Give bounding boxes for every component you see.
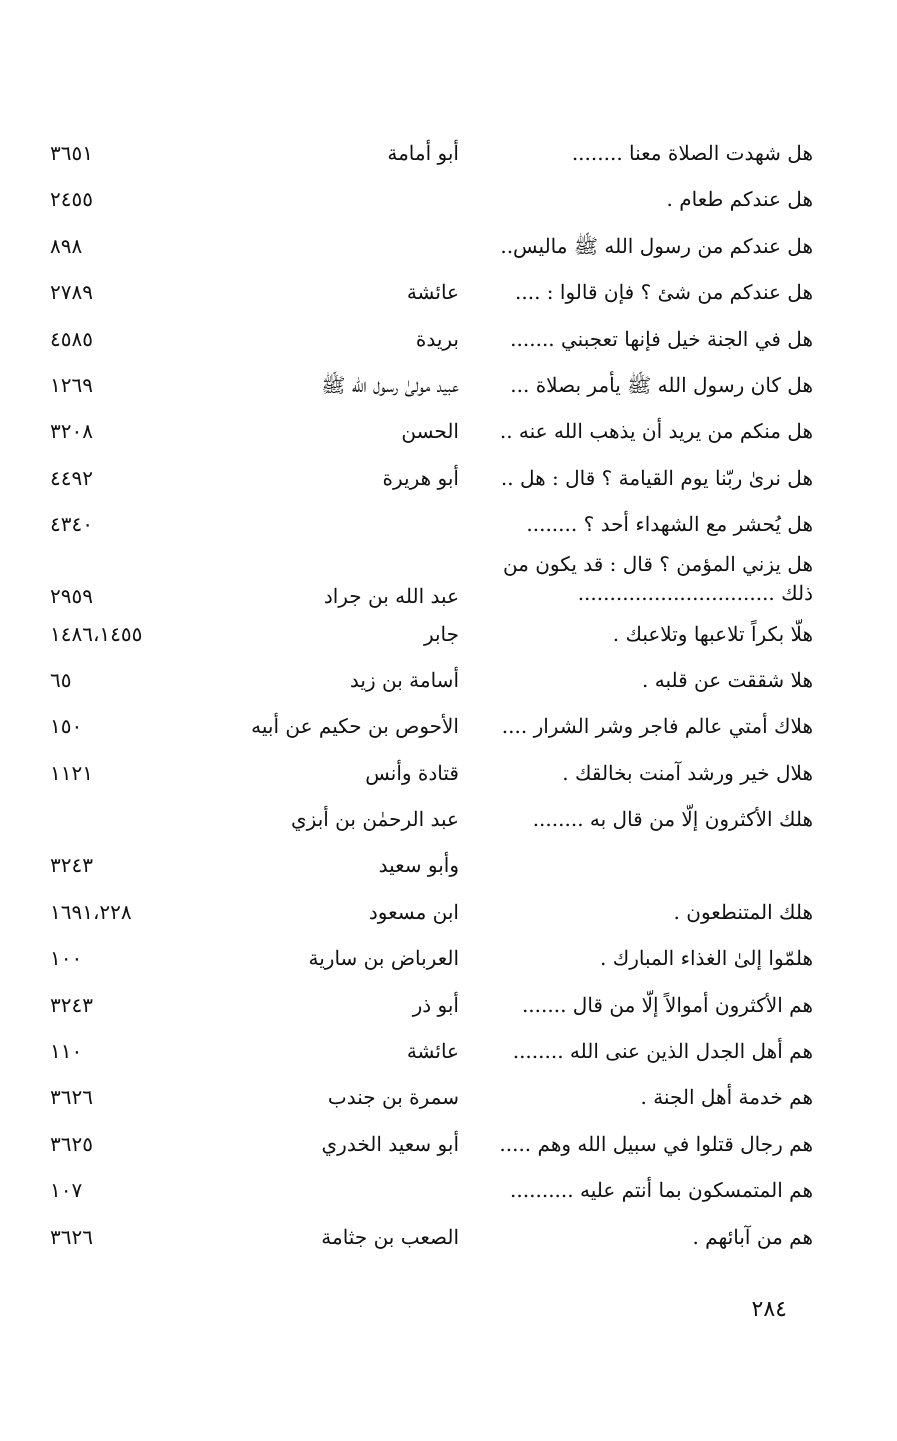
hadith-text: هلك الأكثرون إلّا من قال به ........ [532, 807, 813, 832]
index-entry-row [0, 844, 897, 890]
index-entry-row [0, 1076, 897, 1122]
hadith-text: هل عندكم من رسول الله ﷺ ماليس.. [500, 233, 813, 258]
hadith-number [50, 806, 190, 832]
page-number: ٢٨٤ [751, 1297, 787, 1322]
hadith-number-value: ٣٦٥١ [50, 141, 93, 165]
hadith-number [50, 621, 190, 647]
narrator-name: أبو أمامة [387, 141, 459, 165]
hadith-number-value: ١٠٧ [50, 1178, 83, 1203]
hadith-number [50, 511, 190, 537]
narrator-name: سمرة بن جندب [327, 1085, 459, 1110]
index-entry-row [0, 752, 897, 798]
hadith-text: هل كان رسول الله ﷺ يأمر بصلاة ... [510, 372, 813, 397]
hadith-number [50, 852, 190, 878]
hadith-text: هل منكم من يريد أن يذهب الله عنه .. [499, 419, 813, 444]
index-entry-row [0, 705, 897, 751]
hadith-number-value: ١٥٠ [50, 714, 83, 739]
hadith-text: هم المتمسكون بما أنتم عليه .......... [510, 1178, 813, 1203]
hadith-number-value: ٣٦٢٦ [50, 1224, 93, 1249]
hadith-number [50, 945, 190, 971]
narrator-name: عبد الرحمٰن بن أبزي [291, 807, 459, 832]
narrator-name: ابن مسعود [368, 899, 459, 924]
hadith-number [50, 667, 190, 693]
hadith-number-value: ٨٩٨ [50, 233, 83, 258]
hadith-number [50, 583, 190, 609]
index-entry-row [0, 503, 897, 549]
hadith-text: هلاك أمتي عالم فاجر وشر الشرار .... [501, 714, 813, 739]
hadith-number-value: ٣٦٢٥ [50, 1131, 93, 1156]
hadith-number [50, 186, 190, 212]
hadith-text: هم رجال قتلوا في سبيل الله وهم ..... [499, 1131, 813, 1156]
hadith-text: هلك المتنطعون . [673, 899, 813, 924]
hadith-number [50, 899, 190, 925]
hadith-text: هل عندكم من شئ ؟ فإن قالوا : .... [515, 280, 813, 305]
narrator-name: بريدة [415, 326, 459, 351]
narrator-name: أبو ذر [412, 992, 459, 1017]
index-entry-row [0, 225, 897, 271]
index-entry-row [0, 891, 897, 937]
hadith-number [50, 992, 190, 1018]
hadith-number [50, 1224, 190, 1250]
index-entry-row [0, 1216, 897, 1262]
narrator-name: أسامة بن زيد [349, 667, 459, 692]
index-entry-row [0, 318, 897, 364]
hadith-number-value: ٤٤٩٢ [50, 465, 93, 490]
hadith-number-value: ٤٥٨٥ [50, 326, 93, 351]
narrator-name: عبد الله بن جراد [323, 583, 459, 608]
hadith-number [50, 760, 190, 786]
index-entry-row [0, 613, 897, 659]
index-entry-row [0, 1169, 897, 1215]
hadith-number-value: ١٢٦٩ [50, 372, 93, 397]
hadith-number-value: ٢٧٨٩ [50, 280, 93, 305]
index-entry-row [0, 178, 897, 224]
hadith-number [50, 713, 190, 739]
index-entry-row [0, 984, 897, 1030]
hadith-number-value: ١٤٨٦،١٤٥٥ [50, 621, 143, 646]
hadith-text: هلّا بكراً تلاعبها وتلاعبك . [612, 621, 813, 646]
index-entry-row [0, 1123, 897, 1169]
index-entry-row [0, 1030, 897, 1076]
hadith-number-value: ٣٢٠٨ [50, 419, 93, 444]
hadith-number [50, 140, 190, 166]
hadith-text: هل يُحشر مع الشهداء أحد ؟ ........ [526, 512, 813, 537]
narrator-name: العرباض بن سارية [308, 946, 459, 971]
hadith-text: هل شهدت الصلاة معنا ........ [571, 141, 813, 165]
index-entry-row [0, 132, 897, 178]
hadith-text: هم من آبائهم . [692, 1224, 813, 1249]
narrator-name: جابر [423, 621, 459, 646]
hadith-number-value: ١١٠ [50, 1039, 83, 1064]
hadith-text: هم خدمة أهل الجنة . [640, 1085, 813, 1110]
narrator-name: أبو هريرة [382, 465, 459, 490]
index-entry-row [0, 937, 897, 983]
hadith-number-value: ٤٣٤٠ [50, 512, 93, 537]
hadith-number-value: ١٦٩١،٢٢٨ [50, 899, 132, 924]
hadith-number-value: ٦٥ [50, 667, 72, 692]
hadith-number-value: ٣٢٤٣ [50, 853, 93, 878]
hadith-number [50, 1177, 190, 1203]
hadith-number-value: ٣٢٤٣ [50, 992, 93, 1017]
hadith-number [50, 1131, 190, 1157]
hadith-number-value: ٣٦٢٦ [50, 1085, 93, 1110]
narrator-name: قتادة وأنس [365, 760, 459, 785]
narrator-name: الأحوص بن حكيم عن أبيه [251, 714, 459, 739]
hadith-text: هم أهل الجدل الذين عنى الله ........ [512, 1039, 813, 1064]
hadith-number-value: ٢٩٥٩ [50, 583, 93, 608]
index-entry-row [0, 798, 897, 844]
narrator-name: عائشة [406, 1039, 459, 1064]
hadith-number [50, 279, 190, 305]
index-entry-row [0, 271, 897, 317]
hadith-number [50, 465, 190, 491]
hadith-number [50, 1084, 190, 1110]
hadith-text: هل يزني المؤمن ؟ قال : قد يكون من ذلك ............................... [502, 551, 813, 605]
hadith-text: هلال خير ورشد آمنت بخالقك . [562, 760, 813, 785]
hadith-text: هلمّوا إلىٰ الغذاء المبارك . [600, 946, 813, 971]
hadith-number [50, 418, 190, 444]
hadith-index-list [0, 132, 897, 1262]
hadith-text: هم الأكثرون أموالاً إلّا من قال ....... [521, 992, 813, 1017]
hadith-number-value: ٢٤٥٥ [50, 187, 93, 212]
narrator-name: عبيد مولىٰ رسول الله ﷺ [321, 372, 459, 397]
hadith-number-value: ١٠٠ [50, 946, 83, 971]
index-entry-row [0, 364, 897, 410]
narrator-name: وأبو سعيد [378, 853, 459, 878]
hadith-number [50, 233, 190, 259]
index-entry-row [0, 410, 897, 456]
hadith-text: هل عندكم طعام . [666, 187, 813, 212]
index-entry-row [0, 659, 897, 705]
hadith-text: هل في الجنة خيل فإنها تعجبني ....... [510, 326, 813, 351]
narrator-name: الصعب بن جثامة [321, 1224, 459, 1249]
narrator-name: عائشة [406, 280, 459, 305]
index-entry-row [0, 457, 897, 503]
hadith-text: هلا شققت عن قلبه . [642, 667, 813, 692]
narrator-name: الحسن [401, 419, 459, 444]
index-entry-row [0, 550, 897, 613]
hadith-number [50, 372, 190, 398]
hadith-number-value: ١١٢١ [50, 760, 93, 785]
hadith-number [50, 1038, 190, 1064]
hadith-number [50, 326, 190, 352]
hadith-text: هل نرىٰ ربّنا يوم القيامة ؟ قال : هل .. [500, 465, 813, 490]
narrator-name: أبو سعيد الخدري [321, 1131, 459, 1156]
